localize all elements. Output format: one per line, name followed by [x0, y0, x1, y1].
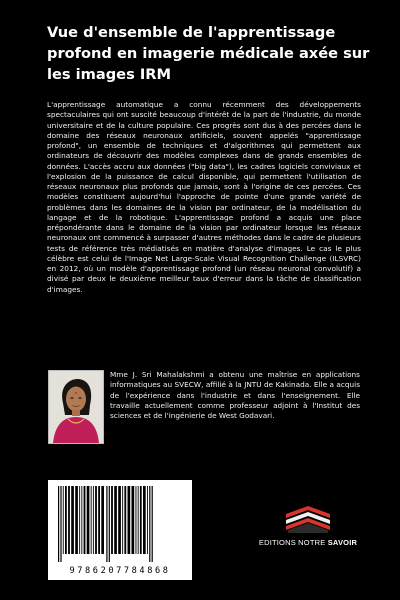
- barcode-bar: [79, 486, 80, 554]
- barcode-bar: [152, 486, 153, 562]
- author-photo: [48, 370, 104, 444]
- barcode-bar: [114, 486, 117, 554]
- barcode-bar: [147, 486, 148, 554]
- barcode-bar: [132, 486, 135, 554]
- barcode-bar: [118, 486, 121, 554]
- book-title: Vue d'ensemble de l'apprentissage profond en imagerie médicale axée sur les images IRM: [47, 24, 370, 83]
- publisher-name: EDITIONS NOTRE SAVOIR: [258, 538, 358, 547]
- barcode-bar: [60, 486, 61, 562]
- barcode-bar: [143, 486, 146, 554]
- barcode-bar: [93, 486, 94, 554]
- barcode-bar: [109, 486, 110, 562]
- barcode-bar: [98, 486, 100, 554]
- barcode-bar: [136, 486, 137, 554]
- barcode-bar: [95, 486, 97, 554]
- barcode-bar: [81, 486, 82, 554]
- barcode-bar: [101, 486, 104, 554]
- isbn-barcode: [48, 480, 192, 580]
- barcode-bar: [87, 486, 90, 554]
- author-bio: Mme J. Sri Mahalakshmi a obtenu une maîtrise en applications informatiques au SVECW, affilié à la JNTU de Kakinada. Elle a acquis de l'expérience dans l'industrie et dans l'enseignement. Elle travaille actuellement comme professeur adjoint à l'Institut des sciences et de l'ingénierie de West Godavari.: [110, 370, 360, 421]
- barcode-bar: [106, 486, 107, 562]
- barcode-bar: [122, 486, 123, 554]
- publisher-block: [258, 500, 358, 560]
- barcode-icon: [54, 486, 186, 562]
- barcode-bar: [91, 486, 92, 554]
- barcode-bar: [75, 486, 78, 554]
- barcode-bar: [111, 486, 113, 554]
- barcode-bar: [58, 486, 59, 562]
- barcode-bar: [65, 486, 67, 554]
- isbn-number: 9786207784868: [69, 566, 171, 576]
- barcode-bar: [84, 486, 86, 554]
- barcode-bar: [149, 486, 150, 562]
- barcode-bar: [68, 486, 70, 554]
- book-summary: L'apprentissage automatique a connu récemment des développements spectaculaires qui ont suscité beaucoup d'intérêt de la part de l'industrie, du monde universitaire et de la culture populaire. Ces progrès sont dus à des percées dans le domaine des réseaux neuronaux artificiels, souvent appelés "apprentissage profond", un ensemble de techniques et d'algorithmes qui permettent aux ordinateurs de découvrir des modèles complexes dans de grands ensembles de données. L'accès accru aux données ("big data"), les cadres logiciels conviviaux et l'explosion de la puissance de calcul disponible, qui permettent l'utilisation de réseaux neuronaux plus profonds que jamais, sont à l'origine de ces percées. Ces modèles constituent aujourd'hui l'approche de pointe d'une grande variété de problèmes dans les domaines de la vision par ordinateur, de la modélisation du langage et de la robotique. L'apprentissage profond a acquis une place prépondérante dans le domaine de la vision par ordinateur lorsque les réseaux neuronaux ont commencé à surpasser d'autres méthodes dans le cadre de plusieurs tests de référence très médiatisés en matière d'analyse d'images. Le cas le plus célèbre est celui de l'Image Net Large-Scale Visual Recognition Challenge (ILSVRC) en 2012, où un modèle d'apprentissage profond (un réseau neuronal convolutif) a divisé par deux le deuxième meilleur taux d'erreur dans la tâche de classification d'images.: [47, 100, 361, 294]
- barcode-bar: [71, 486, 74, 554]
- barcode-bar: [140, 486, 142, 554]
- barcode-bar: [124, 486, 126, 554]
- barcode-bar: [138, 486, 139, 554]
- barcode-bar: [128, 486, 131, 554]
- publisher-logo-icon: [280, 500, 336, 534]
- barcode-bar: [63, 486, 64, 554]
